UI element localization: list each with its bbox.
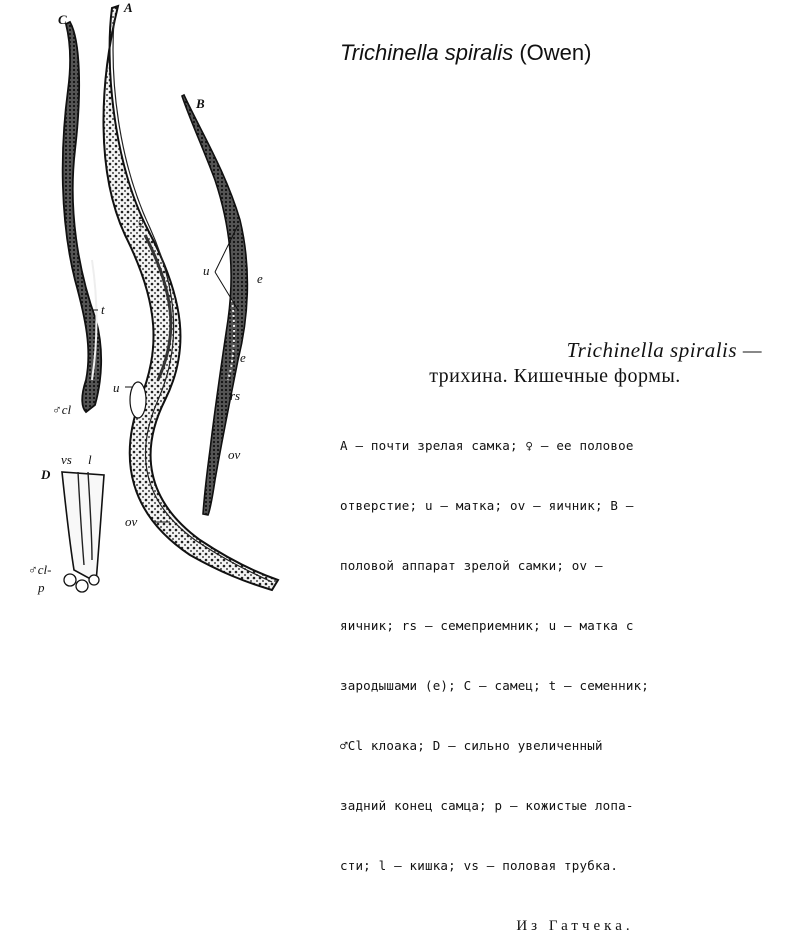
- label-rs: rs: [230, 388, 241, 403]
- caption-latin: Trichinella spiralis —: [566, 338, 762, 362]
- caption-body: [340, 396, 770, 916]
- tail-lobe-1: [64, 574, 76, 586]
- species-author: (Owen): [519, 40, 592, 65]
- caption-line: ♂Cl клоака; D — сильно увеличенный: [340, 738, 603, 753]
- label-l: l: [88, 452, 92, 467]
- specimen-c-male: [63, 22, 102, 412]
- caption-line: задний конец самца; p — кожистые лопа-: [340, 798, 634, 813]
- specimen-d-tail: [62, 472, 104, 592]
- label-d: D: [41, 467, 51, 482]
- label-e-bottom: e: [240, 350, 246, 365]
- label-c: C: [58, 12, 67, 27]
- label-e-top: e: [257, 271, 263, 286]
- label-t: t: [101, 302, 105, 317]
- caption-subtitle: трихина. Кишечные формы.: [429, 365, 681, 387]
- tail-body: [62, 472, 104, 582]
- caption-title: [340, 338, 770, 363]
- label-u-left: u: [113, 380, 120, 395]
- label-a: A: [124, 0, 133, 15]
- label-male-cl: ♂cl: [52, 402, 72, 417]
- caption-line: яичник; rs — семеприемник; u — матка с: [340, 618, 634, 633]
- caption-source: Из Гатчека.: [516, 918, 634, 934]
- label-ov-left: ov: [125, 514, 138, 529]
- caption-line: половой аппарат зрелой самки; ov —: [340, 558, 603, 573]
- tail-lobe-2: [76, 580, 88, 592]
- female-intestine: [113, 20, 272, 582]
- caption-line: А — почти зрелая самка; ♀ — ее половое: [340, 438, 634, 453]
- tail-lobe-3: [89, 575, 99, 585]
- label-p: p: [38, 580, 45, 595]
- label-b: B: [196, 96, 205, 111]
- label-vs: vs: [61, 452, 72, 467]
- caption-line: сти; l — кишка; vs — половая трубка.: [340, 858, 619, 873]
- label-male-cl-d: ♂cl-: [28, 562, 52, 577]
- caption-line: отверстие; u — матка; ov — яичник; B —: [340, 498, 634, 513]
- label-u-right: u: [203, 263, 210, 278]
- label-female-symbol: ♀: [135, 216, 147, 233]
- caption-line: зародышами (е); С — самец; t — семенник;: [340, 678, 650, 693]
- female-body: [103, 6, 278, 590]
- label-ov-right: ov: [228, 447, 241, 462]
- specimen-a-female: [103, 6, 278, 590]
- figure-caption: [340, 338, 770, 935]
- species-name: Trichinella spiralis: [340, 40, 514, 65]
